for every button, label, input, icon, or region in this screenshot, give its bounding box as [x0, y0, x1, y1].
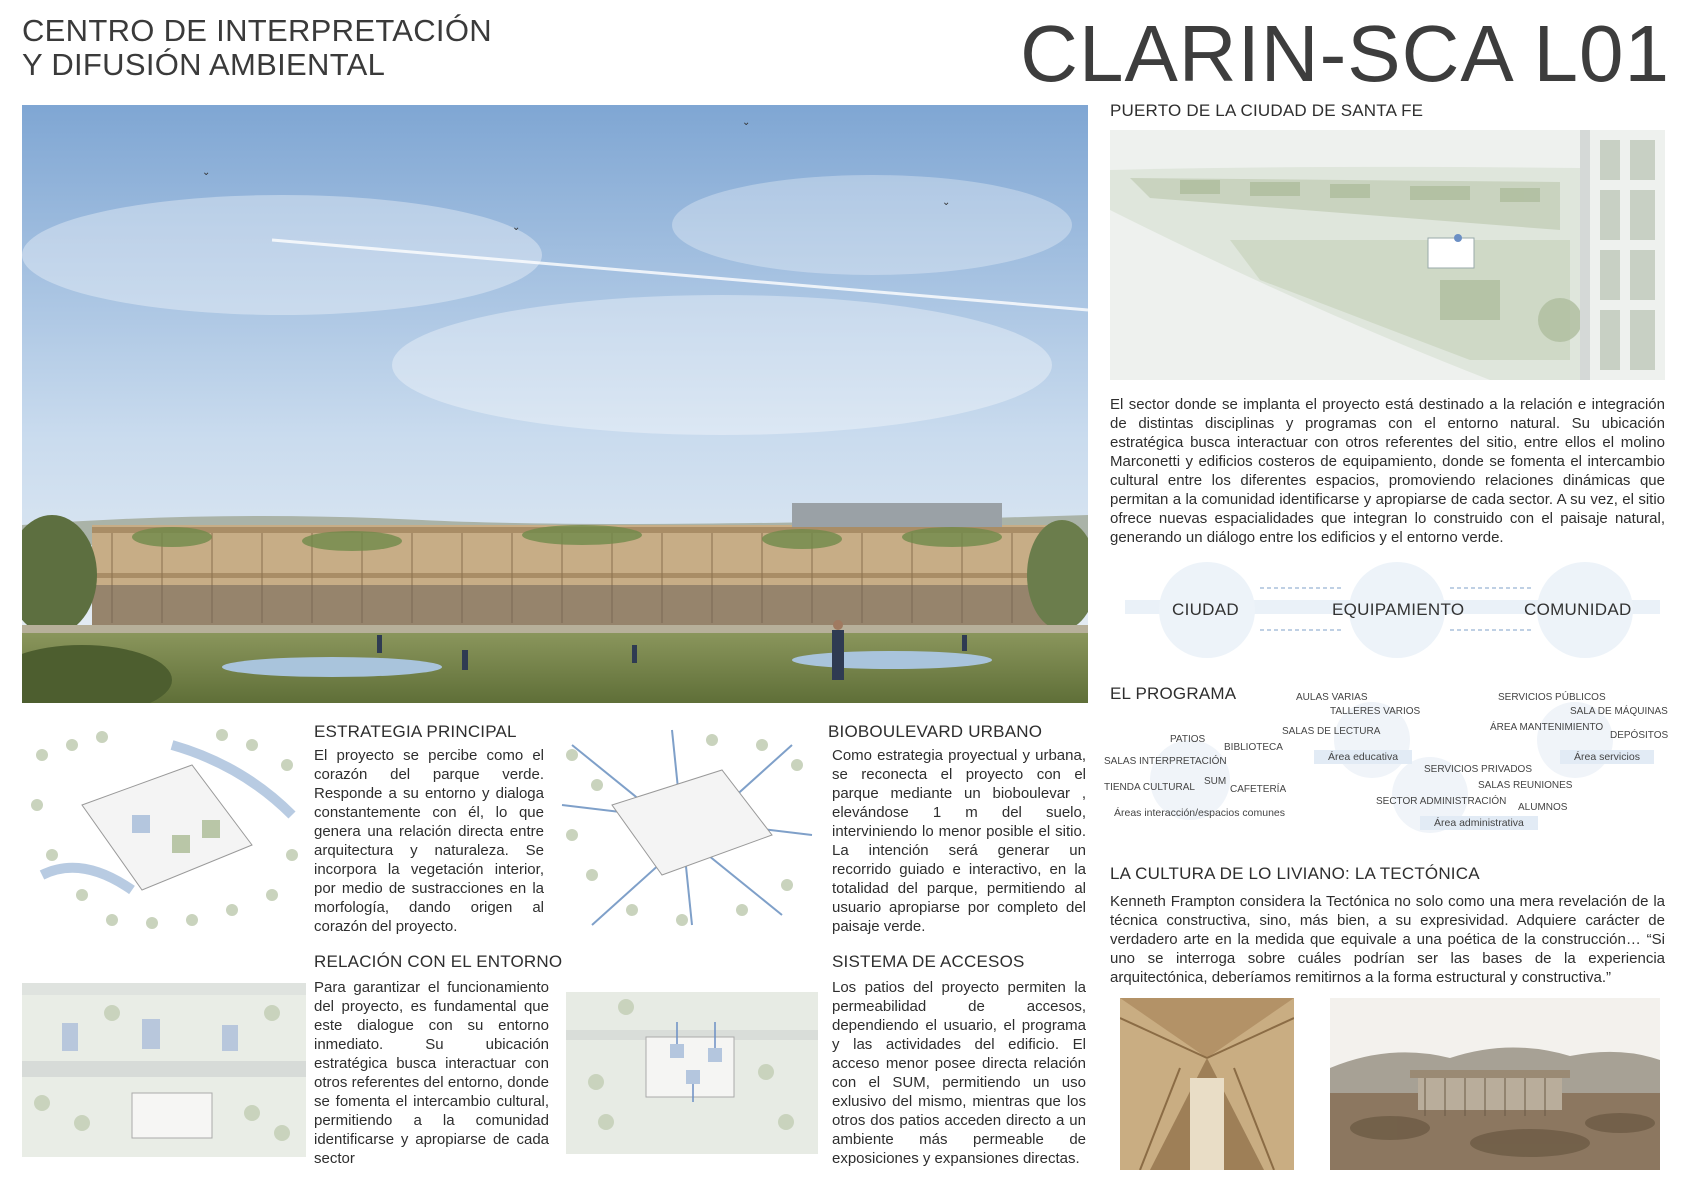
- site-plan: [1110, 130, 1665, 380]
- concept-diagram: [1110, 560, 1665, 660]
- relacion-diagram: [22, 983, 306, 1157]
- project-subtitle: [22, 14, 492, 82]
- label-aulas: AULAS VARIAS: [1296, 692, 1368, 703]
- label-sector-administracion: SECTOR ADMINISTRACIÓN: [1376, 796, 1507, 807]
- label-servicios-publicos: SERVICIOS PÚBLICOS: [1498, 692, 1606, 703]
- accesos-diagram: [566, 992, 818, 1154]
- area-administrativa: Área administrativa: [1420, 816, 1538, 830]
- site-text: El sector donde se implanta el proyecto está destinado a la relación e integración de distintas disciplinas y programas con el entorno natural. Su ubicación estratégica busca interactuar con otros referentes del sitio, entre ellos el molino Marconetti y edificios costeros de equipamiento, donde se fomenta el intercambio cultural entre los diferentes espacios, promoviendo relaciones dinámicas que permitan a la comunidad identificarse y apropiarse de cada sector. A su vez, el sitio ofrece nuevas espacialidades que integran lo construido con el paisaje natural, generando un diálogo entre los edificios y el entorno verde.: [1110, 396, 1665, 546]
- subtitle-line-2: Y DIFUSIÓN AMBIENTAL: [22, 47, 386, 82]
- area-educativa: Área educativa: [1314, 750, 1412, 764]
- svg-text:⌄: ⌄: [742, 117, 751, 128]
- label-cafeteria: CAFETERÍA: [1230, 784, 1287, 795]
- label-tienda-cultural: TIENDA CULTURAL: [1104, 782, 1195, 793]
- label-salas-reuniones: SALAS REUNIONES: [1478, 780, 1573, 791]
- bioboulevard-text: Como estrategia proyectual y urbana, se reconecta el proyecto con el parque mediante un bioboulevar , elevándose 1 m del suelo, interviniendo lo menor posible el sitio. La intención será generar un recorrido guiado e interactivo, en la totalidad del parque, permitiendo al usuario apropiarse por completo del paisaje verde.: [832, 747, 1086, 935]
- bioboulevard-heading: BIOBOULEVARD URBANO: [828, 722, 1043, 741]
- concept-ciudad: CIUDAD: [1172, 600, 1239, 619]
- tectonica-interior-photo: [1120, 998, 1294, 1170]
- subtitle-line-1: CENTRO DE INTERPRETACIÓN: [22, 13, 492, 48]
- programa-heading: EL PROGRAMA: [1110, 684, 1237, 703]
- label-sala-maquinas: SALA DE MÁQUINAS: [1570, 706, 1668, 717]
- svg-text:⌄: ⌄: [512, 222, 521, 233]
- relacion-heading: RELACIÓN CON EL ENTORNO: [314, 952, 563, 971]
- project-code: CLARIN-SCA L01: [1020, 9, 1670, 98]
- area-interaccion: Áreas interacción/espacios comunes: [1114, 807, 1286, 819]
- tectonica-heading: LA CULTURA DE LO LIVIANO: LA TECTÓNICA: [1110, 864, 1480, 883]
- concept-comunidad: COMUNIDAD: [1524, 600, 1632, 619]
- svg-text:⌄: ⌄: [942, 197, 951, 208]
- site-heading: PUERTO DE LA CIUDAD DE SANTA FE: [1110, 101, 1424, 120]
- label-biblioteca: BIBLIOTECA: [1224, 742, 1283, 753]
- program-diagram: [1100, 680, 1670, 840]
- concept-equipamiento: EQUIPAMIENTO: [1332, 600, 1465, 619]
- accesos-text: Los patios del proyecto permiten la permeabilidad de accesos, dependiendo el usuario, el programa y las actividades del edificio. El acceso menor posee directa relación con el SUM, permitiendo un uso exlusivo del mismo, mientras que los otros dos patios acceden directo a un ambiente más permeable de exposiciones y expansiones directas.: [832, 979, 1086, 1167]
- svg-text:⌄: ⌄: [202, 167, 211, 178]
- tectonica-text: Kenneth Frampton considera la Tectónica no solo como una mera revelación de la técnica constructiva, sino, más bien, a su expresividad. Adquiere carácter de verdadero arte en la medida que equivale a una poética de la construcción… “Si uno se interroga sobre cuáles podrían ser las bases de la experiencia arquitectónica, deberíamos remitirnos a la forma estructural y constructiva.”: [1110, 893, 1665, 986]
- label-servicios-privados: SERVICIOS PRIVADOS: [1424, 764, 1532, 775]
- estrategia-text: El proyecto se percibe como el corazón del parque verde. Responde a su entorno y dialoga constantemente con él, lo que genera una relación directa entre arquitectura y naturaleza. Se incorpora la vegetación interior, por medio de sustracciones en la morfología, dando origen al corazón del proyecto.: [314, 747, 544, 935]
- label-salas-interpretacion: SALAS INTERPRETACIÓN: [1104, 756, 1227, 767]
- label-salas-lectura: SALAS DE LECTURA: [1282, 726, 1381, 737]
- label-sum: SUM: [1204, 776, 1227, 787]
- area-servicios: Área servicios: [1560, 750, 1654, 764]
- bioboulevard-diagram: [552, 725, 818, 935]
- label-depositos: DEPÓSITOS: [1610, 730, 1669, 741]
- relacion-text: Para garantizar el funcionamiento del proyecto, es fundamental que este dialogue con su entorno inmediato. Su ubicación estratégica busca interactuar con otros referentes del entorno, donde se fomenta el intercambio cultural, permitiendo a la comunidad identificarse y apropiarse de cada sector: [314, 979, 549, 1167]
- accesos-heading: SISTEMA DE ACCESOS: [832, 952, 1025, 971]
- label-talleres: TALLERES VARIOS: [1330, 706, 1421, 717]
- tectonica-pavilion-photo: [1330, 998, 1660, 1170]
- hero-render: [22, 105, 1088, 703]
- label-patios: PATIOS: [1170, 734, 1206, 745]
- estrategia-diagram: [22, 725, 306, 935]
- estrategia-heading: ESTRATEGIA PRINCIPAL: [314, 722, 517, 741]
- label-area-mantenimiento: ÁREA MANTENIMIENTO: [1490, 722, 1604, 733]
- label-alumnos: ALUMNOS: [1518, 802, 1568, 813]
